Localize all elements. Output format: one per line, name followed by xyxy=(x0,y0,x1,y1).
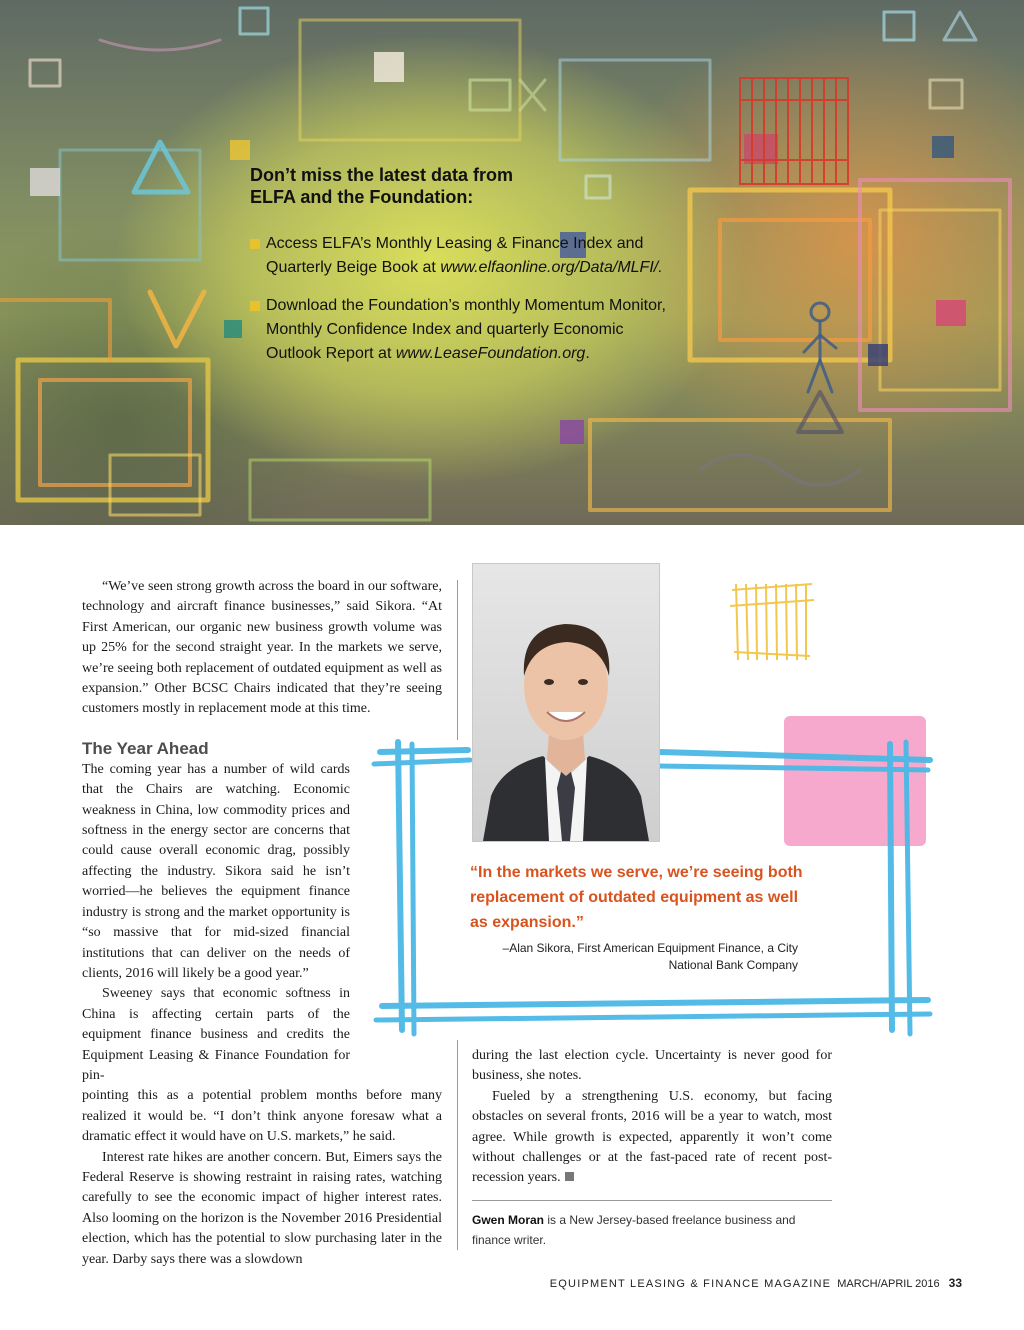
lease-foundation-link[interactable]: www.LeaseFoundation.org xyxy=(395,345,586,362)
page-footer xyxy=(550,1276,962,1290)
pull-quote: “In the markets we serve, we’re seeing both replacement of outdated equipment as well as expansion.” xyxy=(470,864,803,931)
callout-bullet-foundation-end: . xyxy=(585,345,590,362)
callout-bullet-elfa-text: Access ELFA’s Monthly Leasing & Finance Index and Quarterly Beige Book at xyxy=(266,235,644,276)
author-name: Gwen Moran xyxy=(472,1213,545,1227)
issue-date: MARCH/APRIL 2016 xyxy=(837,1278,940,1290)
article-paragraph-continued: during the last election cycle. Uncertainty is never good for business, she notes. xyxy=(472,1048,832,1084)
callout-bullet-foundation xyxy=(250,294,670,366)
article-final-text: Fueled by a strengthening U.S. economy, but facing obstacles on several fronts, 2016 will be a year to watch, most agree. While growth is expected, apparently it won’t come without challenges or at the fast-paced rate of recent post-recession years. xyxy=(472,1088,832,1186)
callout-title xyxy=(250,164,670,208)
hero-banner xyxy=(0,0,1024,525)
end-mark-icon xyxy=(565,1172,574,1181)
data-callout-box xyxy=(250,164,670,380)
callout-title-line2: ELFA and the Foundation: xyxy=(250,187,474,207)
article-paragraph: Interest rate hikes are another concern. But, Eimers says the Federal Reserve is showing restraint in raising rates, watching carefully to see the economic impact of higher interest rates. Also looming on the horizon is the November 2016 Presidential election, which has the potential to slow purchasing later in the year. Darby says there was a slowdown xyxy=(82,1149,442,1267)
yellow-bullet-icon xyxy=(250,301,260,311)
author-bio xyxy=(472,1210,832,1250)
portrait-photo xyxy=(472,563,660,842)
quote-attribution: –Alan Sikora, First American Equipment Finance, a City National Bank Company xyxy=(502,941,798,972)
yellow-bullet-icon xyxy=(250,239,260,249)
article-paragraph-final xyxy=(472,1087,832,1189)
callout-bullet-foundation-text: Download the Foundation’s monthly Momentum Monitor, Monthly Confidence Index and quarterly Economic Outlook Report at xyxy=(266,297,666,362)
article-paragraph: “We’ve seen strong growth across the board in our software, technology and aircraft finance businesses,” said Sikora. “At First American, our organic new business growth volume was up 25% for the second straight year. In the markets we serve, we’re seeing both replacement of outdated equipment as well as expansion.” Other BCSC Chairs indicated that they’re seeing customers mostly in replacement mode at this time. xyxy=(82,579,442,717)
magazine-name: EQUIPMENT LEASING & FINANCE MAGAZINE xyxy=(549,1278,832,1290)
callout-title-line1: Don’t miss the latest data from xyxy=(250,165,514,185)
article-paragraph-continued: pointing this as a potential problem months before many realized it would be. “I don’t think anyone foresaw what a dramatic effect it would have on U.S. markets,” he said. xyxy=(82,1088,442,1145)
column-divider xyxy=(457,580,458,740)
article-left-column xyxy=(82,577,442,1270)
bio-divider xyxy=(472,1200,832,1201)
article-paragraph: The coming year has a number of wild cards that the Chairs are watching. Economic weakness in China, low commodity prices and softness in the energy sector are concerns that could cause overall economic drag, possibly affecting the industry. Sikora said he isn’t worried—he believes the equipment finance industry is strong and the market opportunity is “so massive that for mid-sized financial institutions that can deliver on the needs of clients, 2016 will likely be a good year.” xyxy=(82,761,350,981)
article-right-column xyxy=(472,1046,832,1189)
pink-chalk-patch xyxy=(784,716,926,846)
column-divider xyxy=(457,1040,458,1250)
article-paragraph: Sweeney says that economic softness in China is affecting certain parts of the equipment finance business and credits the Equipment Leasing & Finance Foundation for pin- xyxy=(82,986,350,1083)
elfa-data-link[interactable]: www.elfaonline.org/Data/MLFI/. xyxy=(440,259,663,276)
author-bio-text: is a New Jersey-based freelance business and finance writer. xyxy=(472,1213,796,1247)
callout-bullet-elfa xyxy=(250,232,670,280)
section-heading: The Year Ahead xyxy=(82,738,209,758)
person-portrait-image xyxy=(473,564,659,841)
page-number: 33 xyxy=(948,1276,962,1290)
